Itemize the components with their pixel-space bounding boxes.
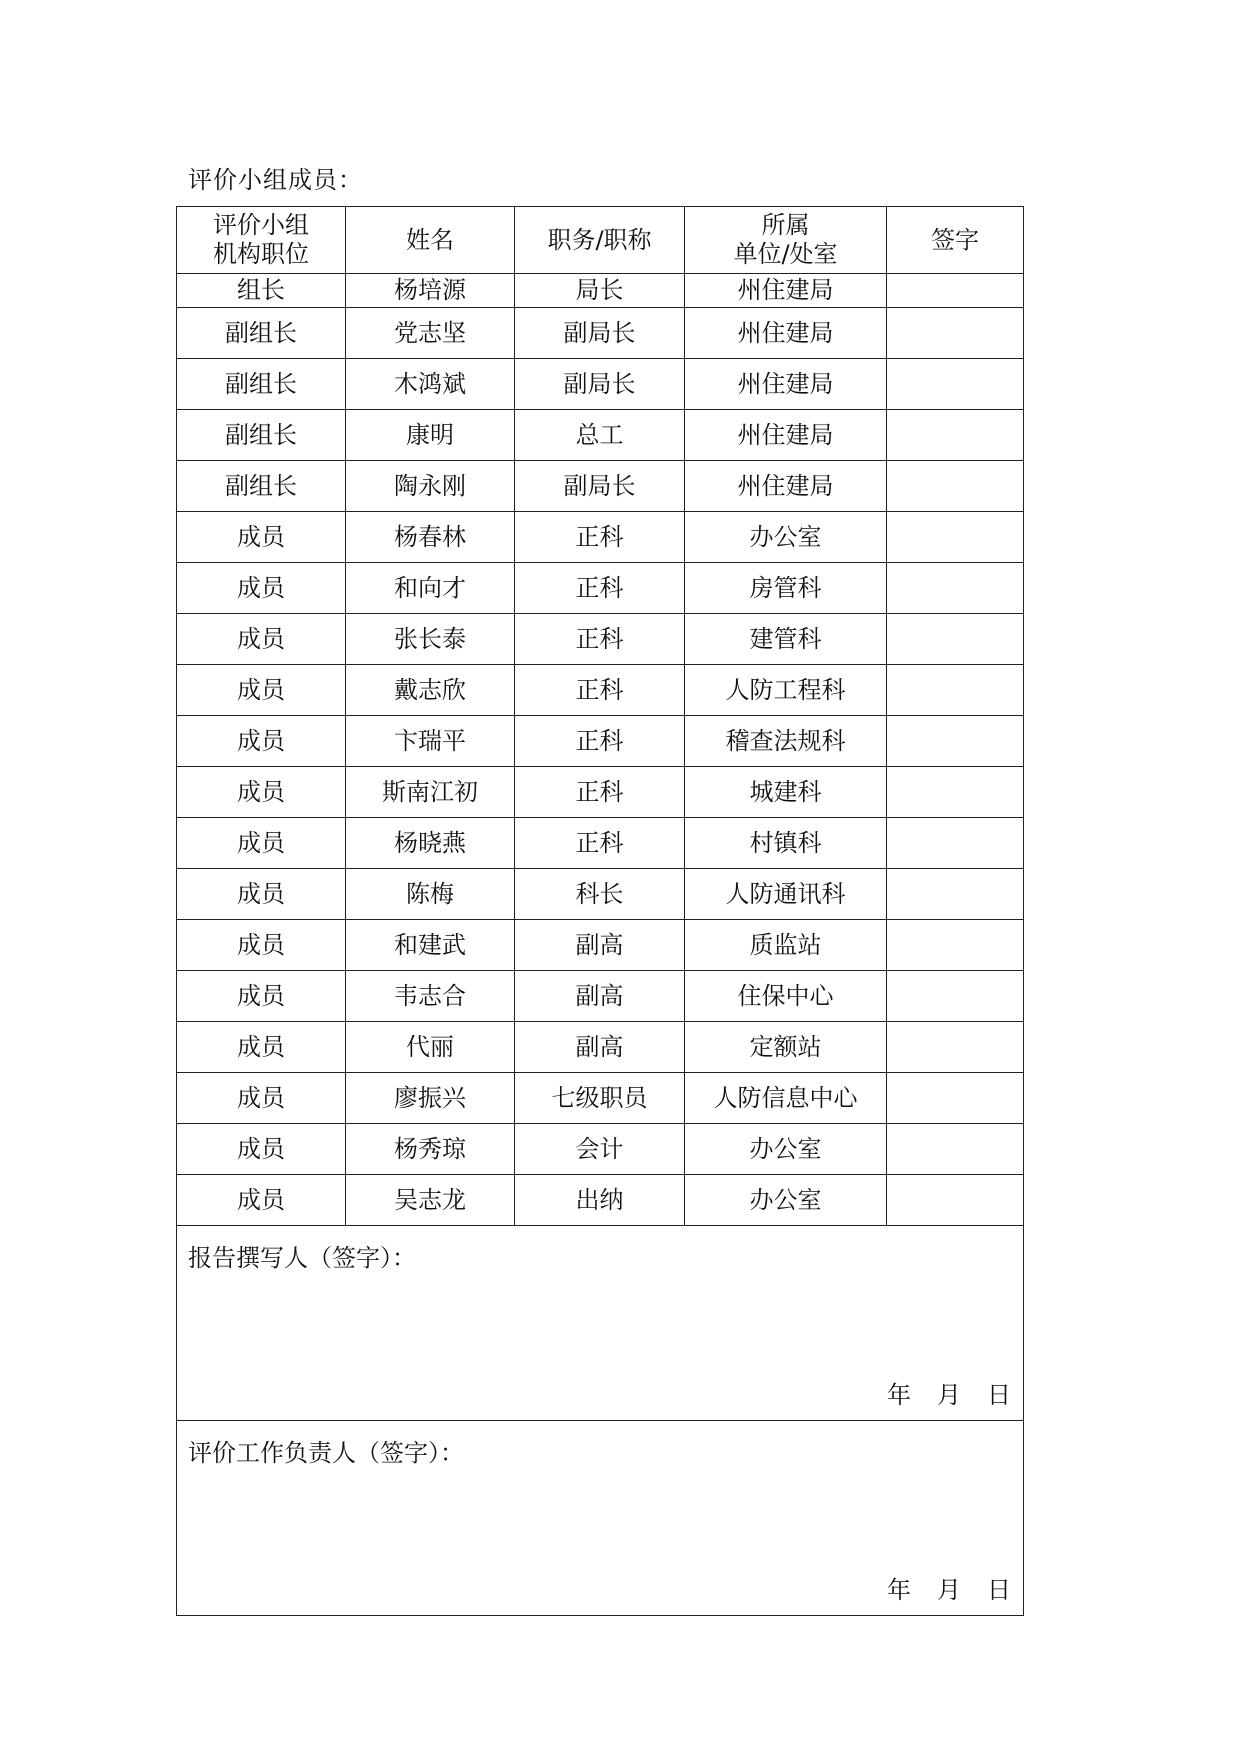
report-writer-date: 年 月 日 bbox=[887, 1381, 1011, 1410]
report-writer-label: 报告撰写人（签字）： bbox=[188, 1244, 416, 1272]
table-row bbox=[177, 1022, 1024, 1073]
cell-unit: 州住建局 bbox=[685, 410, 887, 461]
table-row bbox=[177, 1073, 1024, 1124]
cell-name: 卞瑞平 bbox=[346, 716, 515, 767]
cell-signature[interactable] bbox=[887, 308, 1024, 359]
cell-position: 会计 bbox=[515, 1124, 685, 1175]
member-table bbox=[176, 206, 1024, 1616]
cell-unit: 州住建局 bbox=[685, 274, 887, 308]
cell-unit: 办公室 bbox=[685, 1175, 887, 1226]
cell-role: 副组长 bbox=[177, 410, 346, 461]
work-lead-signature-box[interactable] bbox=[177, 1421, 1024, 1616]
cell-position: 正科 bbox=[515, 614, 685, 665]
cell-signature[interactable] bbox=[887, 410, 1024, 461]
cell-name: 韦志合 bbox=[346, 971, 515, 1022]
cell-unit: 稽查法规科 bbox=[685, 716, 887, 767]
cell-signature[interactable] bbox=[887, 869, 1024, 920]
header-role: 评价小组 机构职位 bbox=[177, 207, 346, 274]
cell-signature[interactable] bbox=[887, 665, 1024, 716]
cell-position: 副高 bbox=[515, 1022, 685, 1073]
cell-unit: 房管科 bbox=[685, 563, 887, 614]
member-rows bbox=[177, 274, 1024, 1226]
cell-role: 副组长 bbox=[177, 308, 346, 359]
work-lead-date: 年 月 日 bbox=[887, 1576, 1011, 1605]
cell-position: 科长 bbox=[515, 869, 685, 920]
table-row bbox=[177, 1175, 1024, 1226]
cell-position: 副高 bbox=[515, 971, 685, 1022]
cell-position: 副局长 bbox=[515, 308, 685, 359]
cell-position: 总工 bbox=[515, 410, 685, 461]
cell-position: 七级职员 bbox=[515, 1073, 685, 1124]
cell-role: 成员 bbox=[177, 563, 346, 614]
table-row bbox=[177, 1124, 1024, 1175]
cell-unit: 村镇科 bbox=[685, 818, 887, 869]
cell-signature[interactable] bbox=[887, 920, 1024, 971]
cell-signature[interactable] bbox=[887, 512, 1024, 563]
cell-unit: 办公室 bbox=[685, 1124, 887, 1175]
header-unit: 所属 单位/处室 bbox=[685, 207, 887, 274]
cell-signature[interactable] bbox=[887, 1175, 1024, 1226]
cell-position: 正科 bbox=[515, 767, 685, 818]
cell-unit: 人防信息中心 bbox=[685, 1073, 887, 1124]
cell-role: 成员 bbox=[177, 971, 346, 1022]
cell-unit: 办公室 bbox=[685, 512, 887, 563]
work-lead-label: 评价工作负责人（签字）： bbox=[188, 1439, 464, 1467]
cell-position: 出纳 bbox=[515, 1175, 685, 1226]
cell-role: 成员 bbox=[177, 1073, 346, 1124]
table-row bbox=[177, 563, 1024, 614]
cell-role: 成员 bbox=[177, 920, 346, 971]
cell-name: 康明 bbox=[346, 410, 515, 461]
table-row bbox=[177, 716, 1024, 767]
cell-signature[interactable] bbox=[887, 461, 1024, 512]
table-row bbox=[177, 869, 1024, 920]
cell-position: 正科 bbox=[515, 512, 685, 563]
cell-role: 成员 bbox=[177, 614, 346, 665]
cell-unit: 人防工程科 bbox=[685, 665, 887, 716]
table-row bbox=[177, 920, 1024, 971]
cell-name: 杨秀琼 bbox=[346, 1124, 515, 1175]
cell-unit: 州住建局 bbox=[685, 359, 887, 410]
cell-signature[interactable] bbox=[887, 767, 1024, 818]
cell-name: 斯南江初 bbox=[346, 767, 515, 818]
cell-signature[interactable] bbox=[887, 359, 1024, 410]
cell-name: 张长泰 bbox=[346, 614, 515, 665]
cell-name: 廖振兴 bbox=[346, 1073, 515, 1124]
cell-role: 成员 bbox=[177, 1124, 346, 1175]
table-row bbox=[177, 512, 1024, 563]
cell-unit: 质监站 bbox=[685, 920, 887, 971]
table-row bbox=[177, 971, 1024, 1022]
table-row bbox=[177, 274, 1024, 308]
cell-signature[interactable] bbox=[887, 1022, 1024, 1073]
table-row bbox=[177, 359, 1024, 410]
cell-signature[interactable] bbox=[887, 716, 1024, 767]
cell-role: 成员 bbox=[177, 665, 346, 716]
table-row bbox=[177, 308, 1024, 359]
cell-name: 代丽 bbox=[346, 1022, 515, 1073]
cell-name: 吴志龙 bbox=[346, 1175, 515, 1226]
cell-position: 正科 bbox=[515, 818, 685, 869]
cell-role: 副组长 bbox=[177, 359, 346, 410]
table-row bbox=[177, 767, 1024, 818]
cell-name: 杨培源 bbox=[346, 274, 515, 308]
cell-position: 正科 bbox=[515, 716, 685, 767]
cell-signature[interactable] bbox=[887, 563, 1024, 614]
cell-name: 木鸿斌 bbox=[346, 359, 515, 410]
cell-signature[interactable] bbox=[887, 818, 1024, 869]
cell-unit: 人防通讯科 bbox=[685, 869, 887, 920]
header-signature: 签字 bbox=[887, 207, 1024, 274]
cell-role: 成员 bbox=[177, 1175, 346, 1226]
cell-name: 杨春林 bbox=[346, 512, 515, 563]
page-title: 评价小组成员： bbox=[188, 166, 363, 194]
cell-name: 戴志欣 bbox=[346, 665, 515, 716]
cell-name: 陈梅 bbox=[346, 869, 515, 920]
cell-unit: 住保中心 bbox=[685, 971, 887, 1022]
table-row bbox=[177, 410, 1024, 461]
cell-name: 和建武 bbox=[346, 920, 515, 971]
cell-unit: 州住建局 bbox=[685, 461, 887, 512]
cell-unit: 建管科 bbox=[685, 614, 887, 665]
cell-unit: 定额站 bbox=[685, 1022, 887, 1073]
header-position: 职务/职称 bbox=[515, 207, 685, 274]
cell-signature[interactable] bbox=[887, 1073, 1024, 1124]
cell-unit: 州住建局 bbox=[685, 308, 887, 359]
cell-position: 局长 bbox=[515, 274, 685, 308]
cell-role: 成员 bbox=[177, 512, 346, 563]
table-row bbox=[177, 614, 1024, 665]
cell-role: 成员 bbox=[177, 1022, 346, 1073]
cell-name: 杨晓燕 bbox=[346, 818, 515, 869]
cell-role: 组长 bbox=[177, 274, 346, 308]
cell-role: 成员 bbox=[177, 767, 346, 818]
cell-name: 陶永刚 bbox=[346, 461, 515, 512]
cell-position: 副局长 bbox=[515, 359, 685, 410]
report-writer-signature-box[interactable] bbox=[177, 1226, 1024, 1421]
cell-signature[interactable] bbox=[887, 614, 1024, 665]
cell-signature[interactable] bbox=[887, 274, 1024, 308]
table-row bbox=[177, 665, 1024, 716]
table-row bbox=[177, 461, 1024, 512]
cell-role: 成员 bbox=[177, 869, 346, 920]
cell-position: 副高 bbox=[515, 920, 685, 971]
cell-position: 正科 bbox=[515, 665, 685, 716]
cell-position: 副局长 bbox=[515, 461, 685, 512]
cell-role: 副组长 bbox=[177, 461, 346, 512]
cell-signature[interactable] bbox=[887, 971, 1024, 1022]
table-row bbox=[177, 818, 1024, 869]
table-header-row bbox=[177, 207, 1024, 274]
cell-position: 正科 bbox=[515, 563, 685, 614]
cell-signature[interactable] bbox=[887, 1124, 1024, 1175]
header-name: 姓名 bbox=[346, 207, 515, 274]
cell-name: 和向才 bbox=[346, 563, 515, 614]
cell-unit: 城建科 bbox=[685, 767, 887, 818]
cell-role: 成员 bbox=[177, 716, 346, 767]
cell-role: 成员 bbox=[177, 818, 346, 869]
cell-name: 党志坚 bbox=[346, 308, 515, 359]
